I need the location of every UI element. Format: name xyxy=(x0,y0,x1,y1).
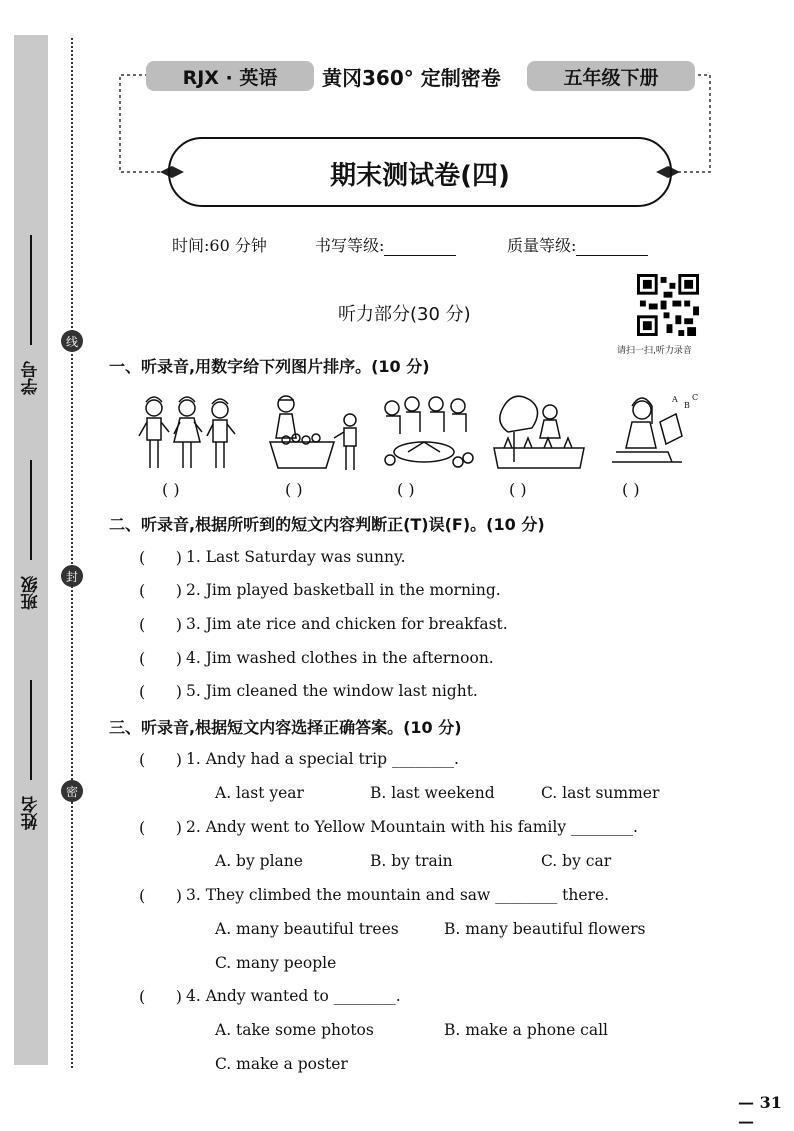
title-frame xyxy=(168,137,672,207)
mc-stem-1: 1. Andy had a special trip ________. xyxy=(186,750,459,768)
name-label: 姓名 xyxy=(21,796,42,830)
mc-option-2a[interactable]: A. by plane xyxy=(215,852,303,870)
mc-answer-3[interactable]: ( ) xyxy=(139,886,182,905)
tf-statement-2: 2. Jim played basketball in the morning. xyxy=(186,581,501,599)
section2-heading: 二、听录音,根据所听到的短文内容判断正(T)误(F)。(10 分) xyxy=(109,515,545,534)
subject-badge: RJX · 英语 xyxy=(146,61,314,91)
mc-option-2c[interactable]: C. by car xyxy=(541,852,612,870)
quality-grade-label: 质量等级: xyxy=(507,236,577,255)
student-no-blank xyxy=(30,235,32,345)
writing-grade xyxy=(315,233,456,256)
picture-answer-5[interactable]: ( ) xyxy=(622,480,640,499)
mc-option-4b[interactable]: B. make a phone call xyxy=(444,1021,608,1039)
tf-answer-2[interactable]: ( ) xyxy=(139,581,182,600)
mc-option-4c[interactable]: C. make a poster xyxy=(215,1055,348,1073)
mc-stem-3: 3. They climbed the mountain and saw ________ there. xyxy=(186,886,610,904)
mc-stem-2: 2. Andy went to Yellow Mountain with his family ________. xyxy=(186,818,638,836)
mc-option-3c[interactable]: C. many people xyxy=(215,954,337,972)
mc-option-3b[interactable]: B. many beautiful flowers xyxy=(444,920,646,938)
svg-text:C: C xyxy=(692,393,699,402)
writing-grade-blank[interactable] xyxy=(384,255,456,256)
writing-grade-label: 书写等级: xyxy=(315,236,385,255)
quality-grade-blank[interactable] xyxy=(576,255,648,256)
qr-code-icon[interactable] xyxy=(637,274,699,336)
listening-title: 听力部分(30 分) xyxy=(338,304,471,325)
picture-answer-4[interactable]: ( ) xyxy=(509,480,527,499)
picture-girl-reading xyxy=(602,392,702,474)
picture-answer-3[interactable]: ( ) xyxy=(397,480,415,499)
picture-girl-garden xyxy=(490,392,590,474)
qr-caption: 请扫一扫,听力录音 xyxy=(617,346,692,356)
picture-children-standing xyxy=(132,392,252,474)
tf-answer-4[interactable]: ( ) xyxy=(139,649,182,668)
quality-grade xyxy=(507,233,648,256)
mc-option-2b[interactable]: B. by train xyxy=(370,852,453,870)
mc-answer-2[interactable]: ( ) xyxy=(139,818,182,837)
section1-heading: 一、听录音,用数字给下列图片排序。(10 分) xyxy=(109,357,430,376)
student-no-label: 学号 xyxy=(21,361,42,395)
mc-option-1b[interactable]: B. last weekend xyxy=(370,784,495,802)
picture-woman-fruit-stall xyxy=(266,392,366,474)
time-info: 时间:60 分钟 xyxy=(172,236,267,255)
mc-answer-4[interactable]: ( ) xyxy=(139,987,182,1006)
mc-option-1c[interactable]: C. last summer xyxy=(541,784,660,802)
tf-answer-5[interactable]: ( ) xyxy=(139,682,182,701)
svg-text:A: A xyxy=(672,395,678,404)
name-blank xyxy=(30,680,32,780)
cut-line xyxy=(71,38,73,1068)
class-blank xyxy=(30,460,32,560)
tf-statement-1: 1. Last Saturday was sunny. xyxy=(186,548,406,566)
picture-family-party xyxy=(378,392,478,474)
seal-line-mark: 线 xyxy=(61,330,83,352)
mc-answer-1[interactable]: ( ) xyxy=(139,750,182,769)
class-label: 班级 xyxy=(21,576,42,610)
picture-answer-2[interactable]: ( ) xyxy=(285,480,303,499)
tf-statement-3: 3. Jim ate rice and chicken for breakfast. xyxy=(186,615,508,633)
section3-heading: 三、听录音,根据短文内容选择正确答案。(10 分) xyxy=(109,718,462,737)
tf-statement-4: 4. Jim washed clothes in the afternoon. xyxy=(186,649,494,667)
svg-text:B: B xyxy=(684,401,690,410)
mc-option-3a[interactable]: A. many beautiful trees xyxy=(215,920,399,938)
tf-statement-5: 5. Jim cleaned the window last night. xyxy=(186,682,478,700)
picture-answer-1[interactable]: ( ) xyxy=(162,480,180,499)
brand-title: 黄冈360° 定制密卷 xyxy=(322,66,501,90)
tf-answer-3[interactable]: ( ) xyxy=(139,615,182,634)
seal-seal-mark: 封 xyxy=(61,565,83,587)
page-number: — 31 — xyxy=(738,1093,782,1131)
mc-option-1a[interactable]: A. last year xyxy=(215,784,304,802)
tf-answer-1[interactable]: ( ) xyxy=(139,548,182,567)
mc-option-4a[interactable]: A. take some photos xyxy=(215,1021,374,1039)
seal-secret-mark: 密 xyxy=(61,780,83,802)
mc-stem-4: 4. Andy wanted to ________. xyxy=(186,987,401,1005)
page-title: 期末测试卷(四) xyxy=(330,161,510,191)
grade-badge: 五年级下册 xyxy=(527,61,695,91)
